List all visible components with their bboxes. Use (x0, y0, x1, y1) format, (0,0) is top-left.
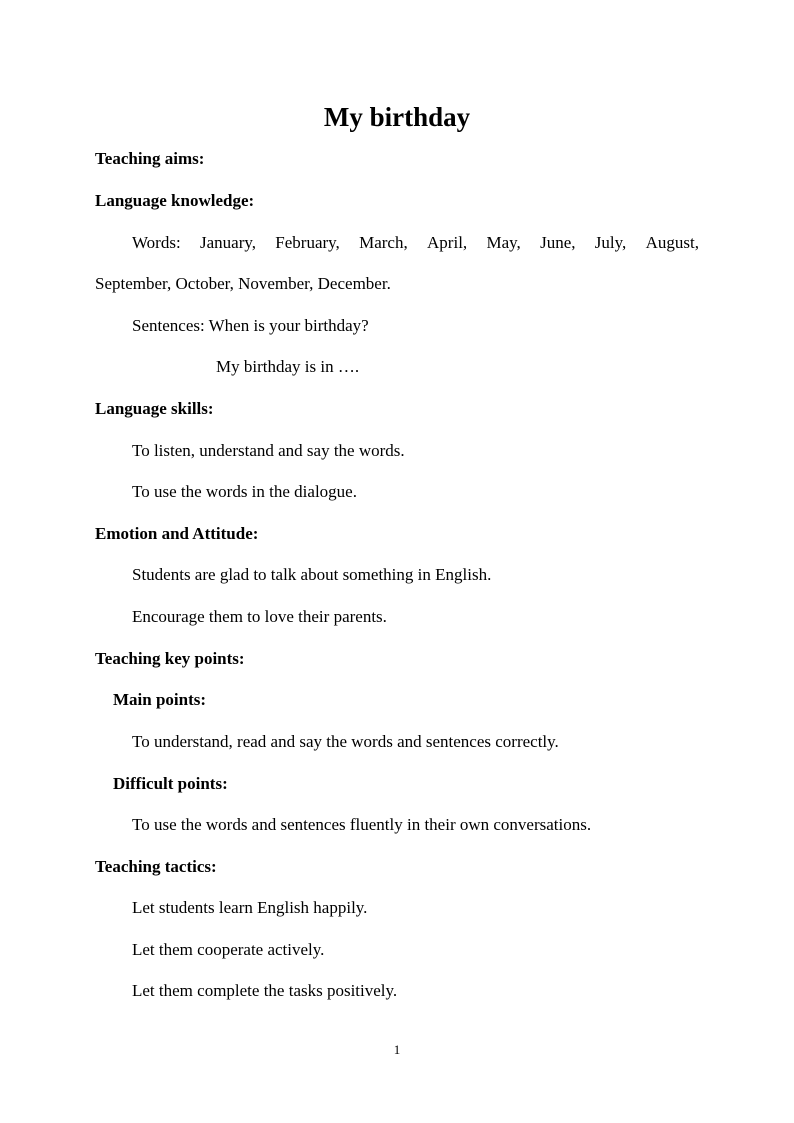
heading-teaching-aims: Teaching aims: (95, 149, 205, 168)
heading-key-points: Teaching key points: (95, 649, 245, 668)
tactic-item: Let them cooperate actively. (132, 940, 325, 959)
month-word: May, (486, 233, 521, 252)
difficult-points-text: To use the words and sentences fluently in their own conversations. (132, 815, 592, 834)
heading-language-skills: Language skills: (95, 399, 214, 418)
subheading-difficult-points: Difficult points: (113, 774, 228, 793)
subheading-main-points: Main points: (113, 690, 207, 709)
sentence-answer: My birthday is in …. (216, 357, 360, 376)
month-word: July, (594, 233, 627, 252)
words-line (132, 232, 699, 254)
words-continued: September, October, November, December. (95, 274, 391, 293)
month-word: April, (427, 233, 468, 252)
month-word: February, (275, 233, 340, 252)
sentence-question: Sentences: When is your birthday? (132, 316, 369, 335)
page-number: 1 (393, 1042, 401, 1057)
month-word: June, (540, 233, 576, 252)
emotion-item: Encourage them to love their parents. (132, 607, 387, 626)
month-word: March, (359, 233, 408, 252)
month-word: August, (645, 233, 699, 252)
heading-emotion-attitude: Emotion and Attitude: (95, 524, 259, 543)
tactic-item: Let them complete the tasks positively. (132, 981, 398, 1000)
month-word: January, (199, 233, 256, 252)
page-title: My birthday (323, 102, 471, 132)
tactic-item: Let students learn English happily. (132, 898, 368, 917)
emotion-item: Students are glad to talk about something in English. (132, 565, 492, 584)
main-points-text: To understand, read and say the words and sentences correctly. (132, 732, 559, 751)
heading-teaching-tactics: Teaching tactics: (95, 857, 217, 876)
skill-item: To listen, understand and say the words. (132, 441, 405, 460)
words-label: Words: (132, 233, 181, 252)
heading-language-knowledge: Language knowledge: (95, 191, 255, 210)
skill-item: To use the words in the dialogue. (132, 482, 357, 501)
